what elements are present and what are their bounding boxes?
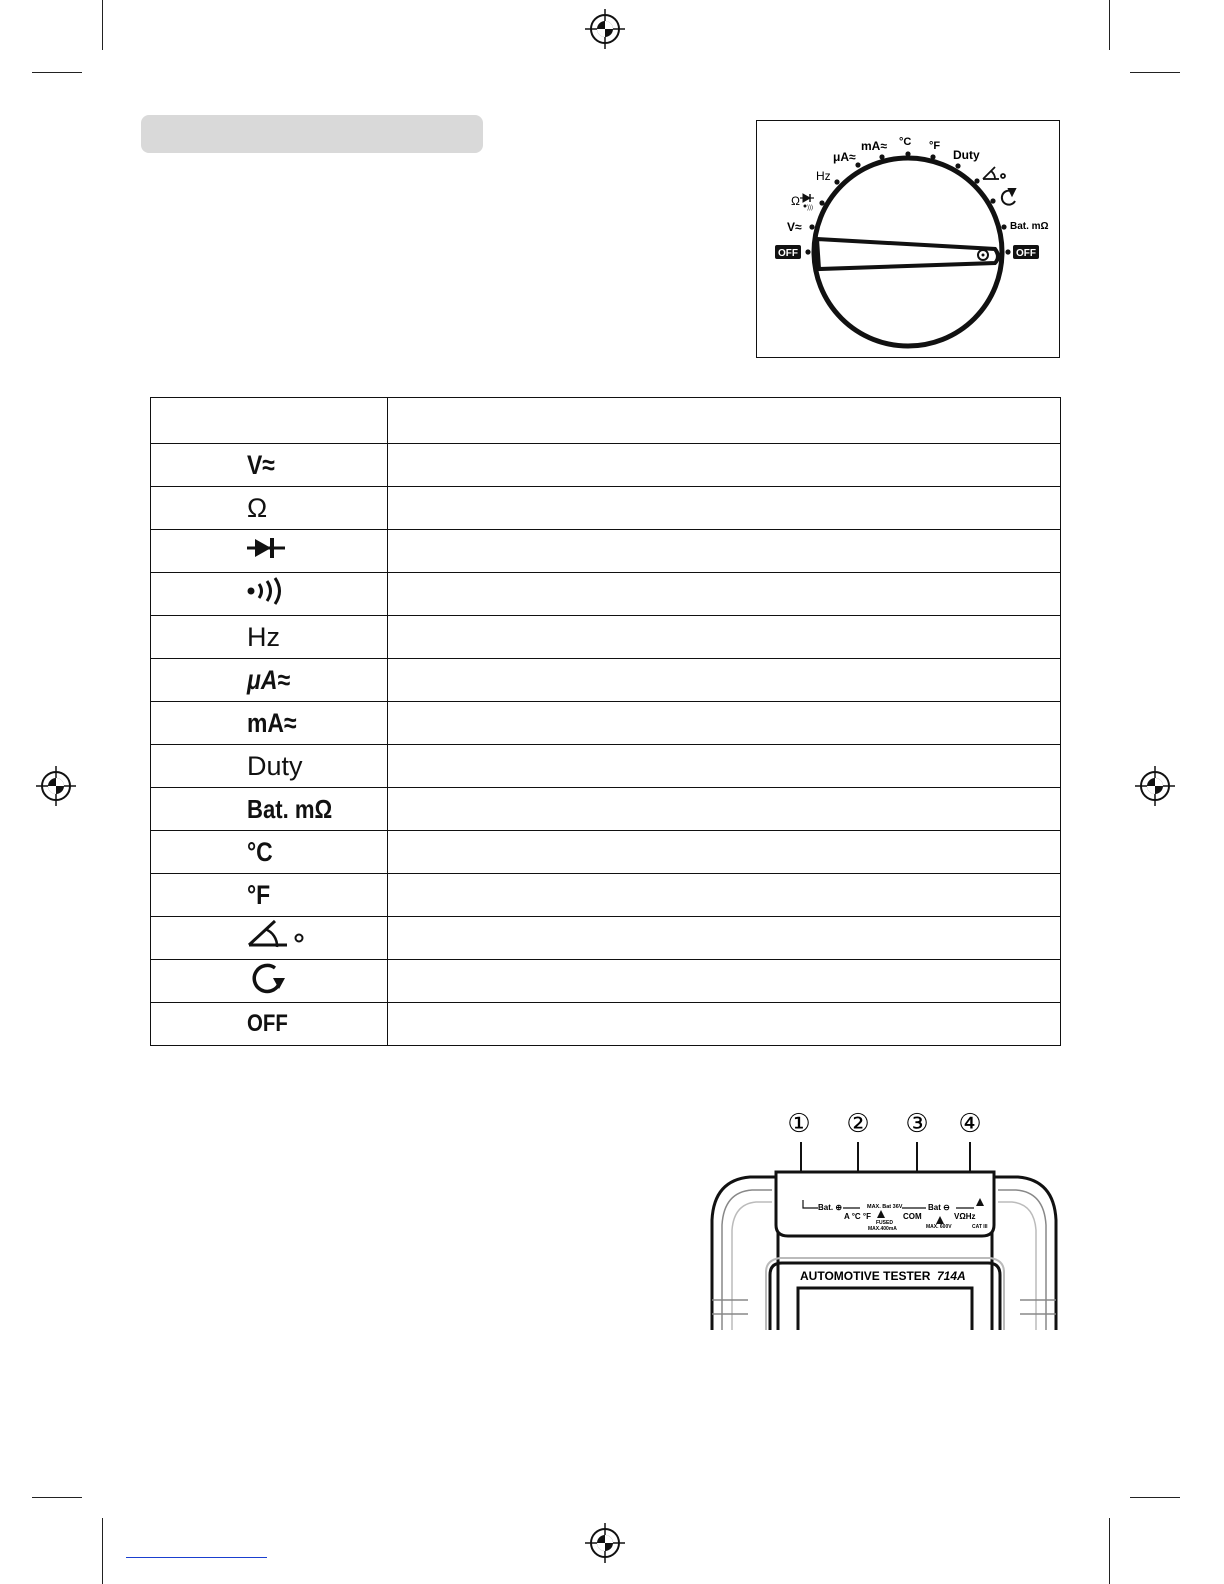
- row-description: [388, 831, 1061, 874]
- dial-label-off-right: OFF: [1016, 248, 1036, 259]
- crop-mark: [32, 1497, 82, 1498]
- symbol-dwell: [151, 917, 388, 960]
- jack-label-a-c-f: A °C °F: [844, 1212, 871, 1221]
- dial-rpm-icon: [1002, 189, 1015, 205]
- symbol-duty: Duty: [151, 745, 388, 788]
- diode-icon: [247, 536, 285, 560]
- dial-label-hz: Hz: [816, 169, 831, 183]
- device-name: AUTOMOTIVE TESTER: [800, 1269, 931, 1283]
- row-description: [388, 1003, 1061, 1046]
- dwell-icon: [247, 919, 307, 951]
- symbol-v: V≈: [151, 444, 388, 487]
- row-description: [388, 530, 1061, 573]
- table-row: [151, 788, 1061, 831]
- table-row: [151, 745, 1061, 788]
- crop-mark: [102, 1518, 103, 1584]
- symbol-ohm: Ω: [151, 487, 388, 530]
- symbol-celsius: °C: [151, 831, 388, 874]
- dial-label-off-left: OFF: [778, 248, 798, 259]
- dial-label-f: °F: [929, 140, 941, 152]
- symbol-off: OFF: [151, 1003, 388, 1046]
- rotary-dial-figure: [756, 120, 1060, 358]
- dial-label-v: V≈: [787, 220, 802, 234]
- dial-label-duty: Duty: [953, 148, 980, 162]
- row-description: [388, 573, 1061, 616]
- row-description: [388, 702, 1061, 745]
- dial-label-ma: mA≈: [861, 139, 887, 153]
- footer-link-underline: [126, 1557, 267, 1558]
- dial-label-ua: μA≈: [833, 150, 856, 164]
- registration-mark-icon: [585, 1523, 625, 1563]
- dial-diode-continuity-icon: [800, 194, 814, 211]
- row-description: [388, 917, 1061, 960]
- symbol-diode: [151, 530, 388, 573]
- jack-label-vohz: VΩHz: [954, 1212, 976, 1221]
- dial-dwell-icon: [983, 167, 1005, 179]
- jack-label-fused: FUSED: [876, 1220, 893, 1226]
- table-header-cell: [151, 398, 388, 444]
- jack-label-bat-minus: Bat ⊖: [928, 1203, 950, 1212]
- table-row: [151, 444, 1061, 487]
- symbol-fahrenheit: °F: [151, 874, 388, 917]
- crop-mark: [102, 0, 103, 50]
- crop-mark: [32, 72, 82, 73]
- row-description: [388, 874, 1061, 917]
- symbol-continuity: [151, 573, 388, 616]
- jack-number-2: ②: [846, 1109, 870, 1139]
- rotary-dial-drawing: [757, 121, 1061, 359]
- table-row: [151, 1003, 1061, 1046]
- table-row: [151, 573, 1061, 616]
- input-jacks-drawing: [700, 1100, 1070, 1335]
- input-jacks-figure: [700, 1100, 1070, 1335]
- row-description: [388, 659, 1061, 702]
- symbol-ma: mA≈: [151, 702, 388, 745]
- jack-number-4: ④: [958, 1109, 982, 1139]
- row-description: [388, 745, 1061, 788]
- table-row: [151, 874, 1061, 917]
- row-description: [388, 788, 1061, 831]
- jack-label-max-bat: MAX. Bat 36V: [867, 1204, 903, 1210]
- function-table: [150, 397, 1061, 1046]
- table-row: [151, 616, 1061, 659]
- table-header-cell: [388, 398, 1061, 444]
- row-description: [388, 487, 1061, 530]
- registration-mark-icon: [585, 9, 625, 49]
- symbol-ua: μA≈: [151, 659, 388, 702]
- jack-number-1: ①: [787, 1109, 811, 1139]
- crop-mark: [1109, 0, 1110, 50]
- jack-label-max-400: MAX.400mA: [868, 1226, 897, 1232]
- rpm-icon: [247, 962, 287, 994]
- continuity-icon: [247, 577, 287, 605]
- dial-label-ohm: Ω: [791, 194, 800, 208]
- row-description: [388, 616, 1061, 659]
- crop-mark: [1130, 72, 1180, 73]
- symbol-rpm: [151, 960, 388, 1003]
- symbol-bat-mohm: Bat. mΩ: [151, 788, 388, 831]
- jack-label-max-600: MAX. 600V: [926, 1224, 952, 1230]
- table-row: [151, 702, 1061, 745]
- table-row: [151, 960, 1061, 1003]
- jack-label-com: COM: [903, 1212, 922, 1221]
- device-model: 714A: [937, 1269, 966, 1283]
- crop-mark: [1109, 1518, 1110, 1584]
- table-row: [151, 487, 1061, 530]
- table-row: [151, 831, 1061, 874]
- registration-mark-icon: [1135, 766, 1175, 806]
- registration-mark-icon: [36, 766, 76, 806]
- jack-label-cat: CAT III: [972, 1224, 988, 1230]
- section-title-bar: [141, 115, 483, 153]
- dial-label-bat: Bat. mΩ: [1010, 221, 1049, 232]
- jack-label-bat-plus: Bat. ⊕: [818, 1203, 843, 1212]
- dial-label-c: °C: [899, 136, 912, 148]
- crop-mark: [1130, 1497, 1180, 1498]
- table-row: [151, 917, 1061, 960]
- symbol-hz: Hz: [151, 616, 388, 659]
- row-description: [388, 960, 1061, 1003]
- row-description: [388, 444, 1061, 487]
- svg-text:))): ))): [807, 205, 813, 211]
- table-header-row: [151, 398, 1061, 444]
- jack-number-3: ③: [905, 1109, 929, 1139]
- table-row: [151, 659, 1061, 702]
- table-row: [151, 530, 1061, 573]
